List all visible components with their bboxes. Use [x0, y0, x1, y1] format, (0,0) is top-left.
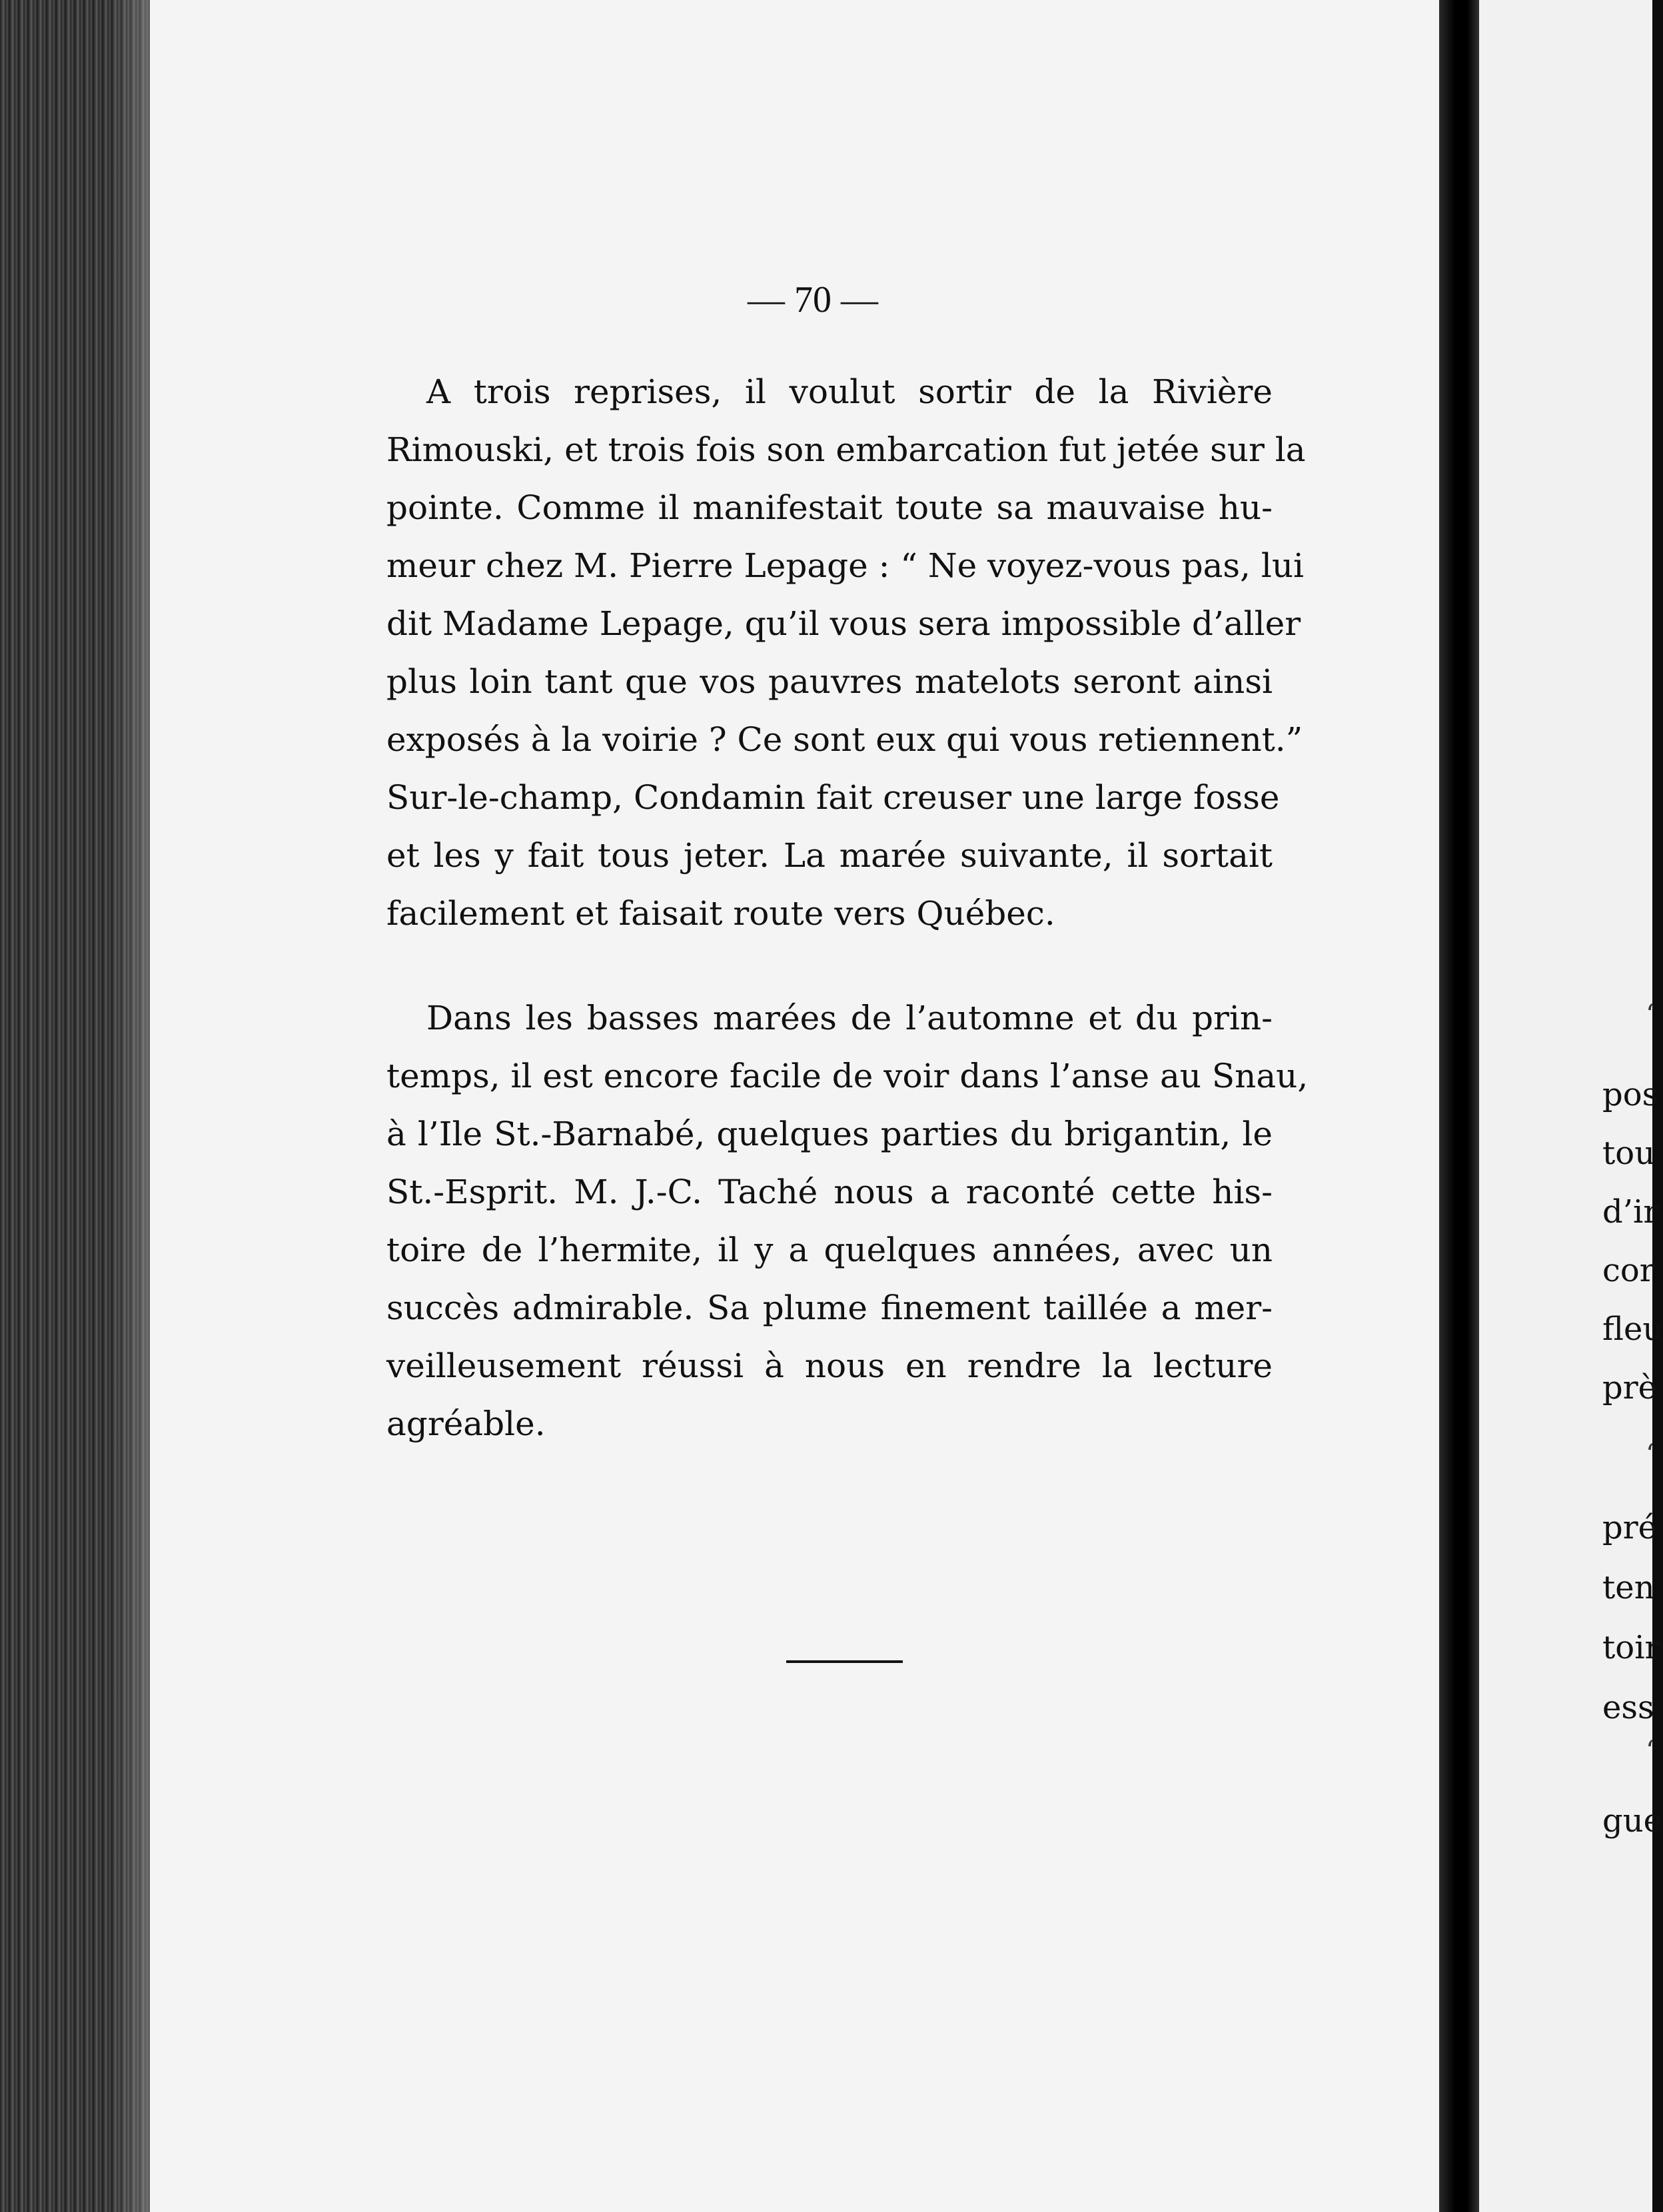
facing-page-cropped-text [1479, 0, 1663, 2212]
facing-page-quote-mark: ‘ [1646, 1736, 1654, 1766]
text-line: exposés à la voirie ? Ce sont eux qui vous retiennent.” [386, 720, 1303, 759]
facing-page-fragment: cor [1602, 1252, 1655, 1289]
facing-page-quote-mark: ‘ [1646, 1439, 1654, 1470]
text-line: Sur-le-champ, Condamin fait creuser une large fosse [386, 778, 1280, 817]
facing-page-fragment: ten [1602, 1569, 1655, 1606]
facing-page-fragment: gue [1602, 1802, 1663, 1840]
right-page [1479, 0, 1663, 2212]
text-line: toire de l’hermite, il y a quelques années, avec un [386, 1231, 1273, 1269]
facing-page-fragment: pos [1602, 1076, 1659, 1113]
facing-page-fragment: prè [1602, 1369, 1658, 1406]
paragraph [386, 989, 1309, 1453]
facing-page-fragment: toir [1602, 1629, 1660, 1666]
text-line: pointe. Comme il manifestait toute sa mauvaise hu- [386, 488, 1273, 527]
book-gutter [1439, 0, 1479, 2212]
text-line: et les y fait tous jeter. La marée suivante, il sortait [386, 836, 1273, 875]
text-line: St.-Esprit. M. J.-C. Taché nous a raconté cette his- [386, 1173, 1273, 1211]
facing-page-fragment: tou [1602, 1135, 1656, 1172]
text-line: facilement et faisait route vers Québec. [386, 894, 1055, 933]
facing-page-quote-mark: ‘ [1646, 999, 1654, 1030]
facing-page-fragment: pré [1602, 1509, 1658, 1546]
text-line: succès admirable. Sa plume finement taillée a mer- [386, 1289, 1273, 1327]
section-end-rule [786, 1660, 903, 1663]
text-line: à l’Ile St.-Barnabé, quelques parties du brigantin, le [386, 1115, 1273, 1153]
text-line: temps, il est encore facile de voir dans l’anse au Snau, [386, 1057, 1309, 1095]
text-line: A trois reprises, il voulut sortir de la Rivière [426, 372, 1273, 411]
text-line: meur chez M. Pierre Lepage : “ Ne voyez-vous pas, lui [386, 546, 1305, 585]
page-number-text: — 70 — [748, 279, 878, 320]
text-line: Rimouski, et trois fois son embarcation fut jetée sur la [386, 430, 1306, 469]
text-line: Dans les basses marées de l’automne et du prin- [426, 999, 1273, 1037]
text-line: agréable. [386, 1404, 546, 1443]
facing-page-fragment: fleu [1602, 1311, 1663, 1348]
facing-page-fragment: ess [1602, 1689, 1654, 1726]
paragraph [386, 363, 1306, 943]
facing-page-fragment: d’ir [1602, 1193, 1659, 1231]
text-line: veilleusement réussi à nous en rendre la lecture [386, 1347, 1273, 1385]
text-line: dit Madame Lepage, qu’il vous sera impossible d’aller [386, 604, 1301, 643]
book-page-edges [0, 0, 150, 2212]
text-line: plus loin tant que vos pauvres matelots seront ainsi [386, 662, 1273, 701]
